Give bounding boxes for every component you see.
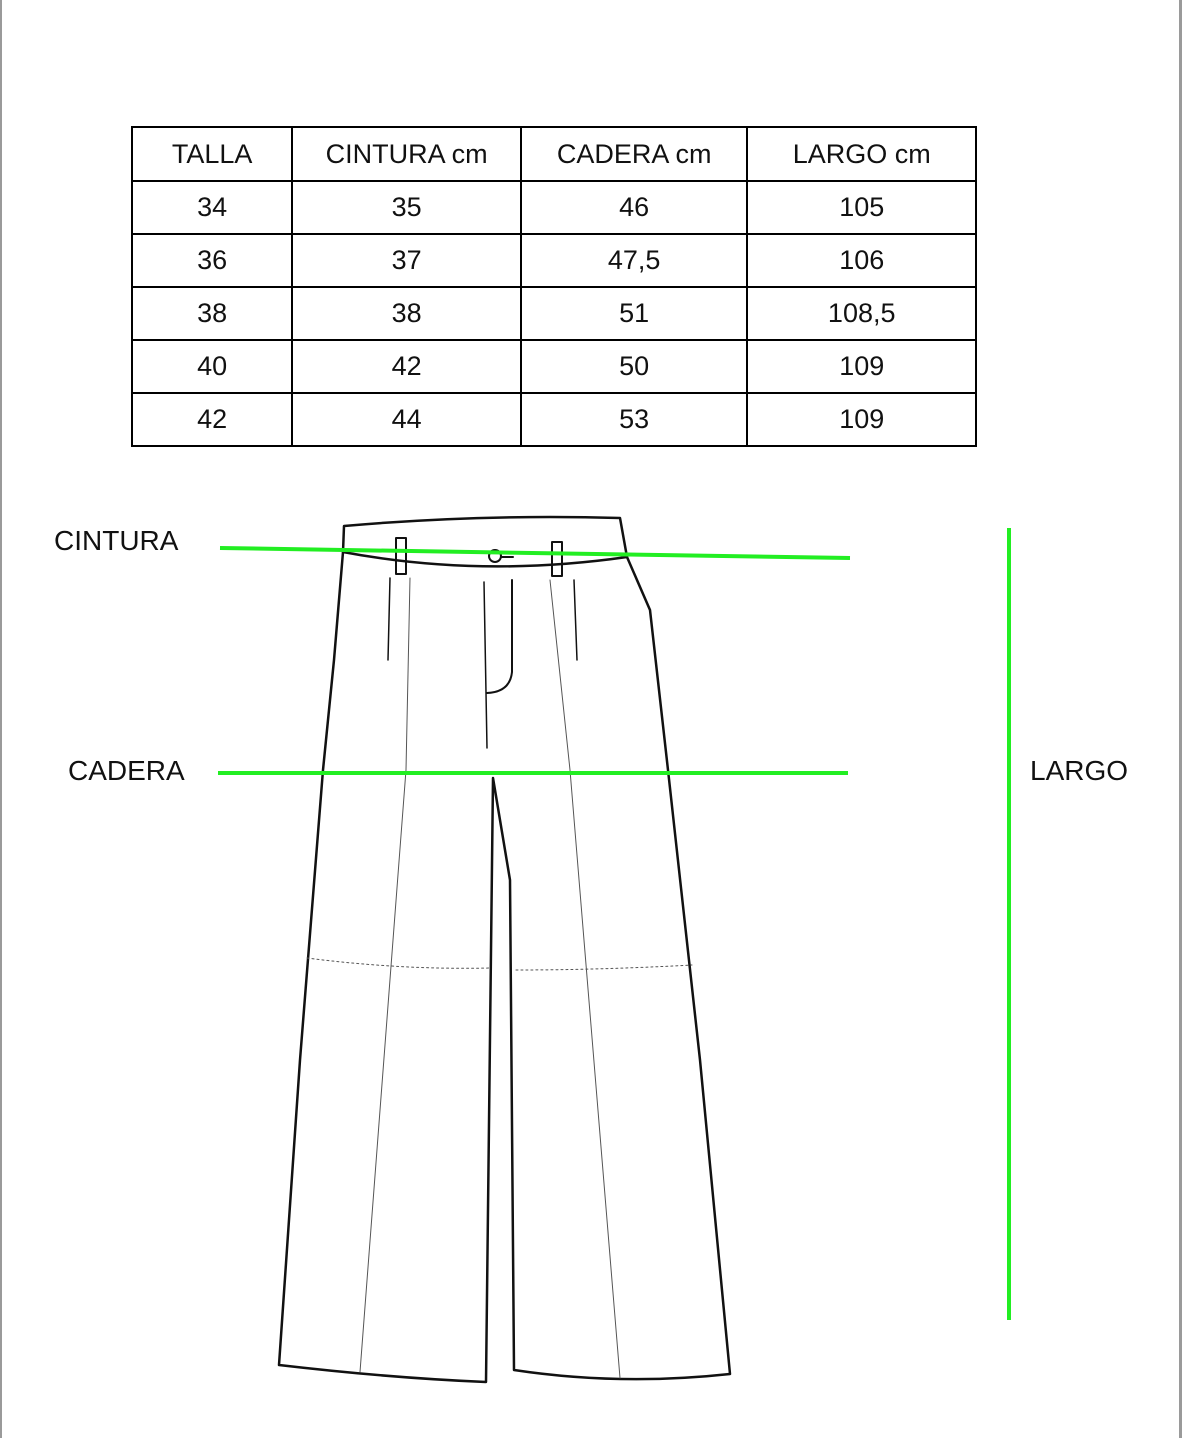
cell-largo: 109 xyxy=(747,340,976,393)
belt-loop-right xyxy=(552,542,562,576)
cell-cadera: 50 xyxy=(521,340,748,393)
pleat-right xyxy=(574,580,577,660)
crease-left xyxy=(360,578,410,1372)
hip-label: CADERA xyxy=(68,755,185,786)
cell-talla: 38 xyxy=(132,287,292,340)
header-cadera: CADERA cm xyxy=(521,127,748,181)
cell-largo: 106 xyxy=(747,234,976,287)
pleat-left xyxy=(388,578,390,660)
fly-seam xyxy=(487,580,512,693)
belt-loop-left xyxy=(396,538,406,574)
knee-line-left xyxy=(307,958,490,968)
cell-talla: 34 xyxy=(132,181,292,234)
header-cintura: CINTURA cm xyxy=(292,127,521,181)
cell-talla: 36 xyxy=(132,234,292,287)
length-label: LARGO xyxy=(1030,755,1129,786)
knee-line-right xyxy=(516,965,692,970)
cell-cintura: 38 xyxy=(292,287,521,340)
cell-talla: 42 xyxy=(132,393,292,446)
waist-label: CINTURA xyxy=(54,525,179,556)
waistband xyxy=(343,517,627,566)
pants-detail-lines xyxy=(307,578,692,1378)
cell-largo: 109 xyxy=(747,393,976,446)
cell-largo: 105 xyxy=(747,181,976,234)
cell-cintura: 42 xyxy=(292,340,521,393)
cell-talla: 40 xyxy=(132,340,292,393)
header-largo: LARGO cm xyxy=(747,127,976,181)
header-talla: TALLA xyxy=(132,127,292,181)
cell-cadera: 51 xyxy=(521,287,748,340)
waist-measure-line xyxy=(220,548,850,558)
cell-cadera: 47,5 xyxy=(521,234,748,287)
pants-outline xyxy=(279,517,730,1382)
cell-cadera: 53 xyxy=(521,393,748,446)
pants-silhouette xyxy=(279,552,730,1382)
crease-right xyxy=(550,580,620,1378)
center-seam xyxy=(484,582,487,748)
cell-cintura: 44 xyxy=(292,393,521,446)
cell-cintura: 35 xyxy=(292,181,521,234)
cell-cintura: 37 xyxy=(292,234,521,287)
cell-largo: 108,5 xyxy=(747,287,976,340)
cell-cadera: 46 xyxy=(521,181,748,234)
measurement-lines xyxy=(218,528,1009,1320)
